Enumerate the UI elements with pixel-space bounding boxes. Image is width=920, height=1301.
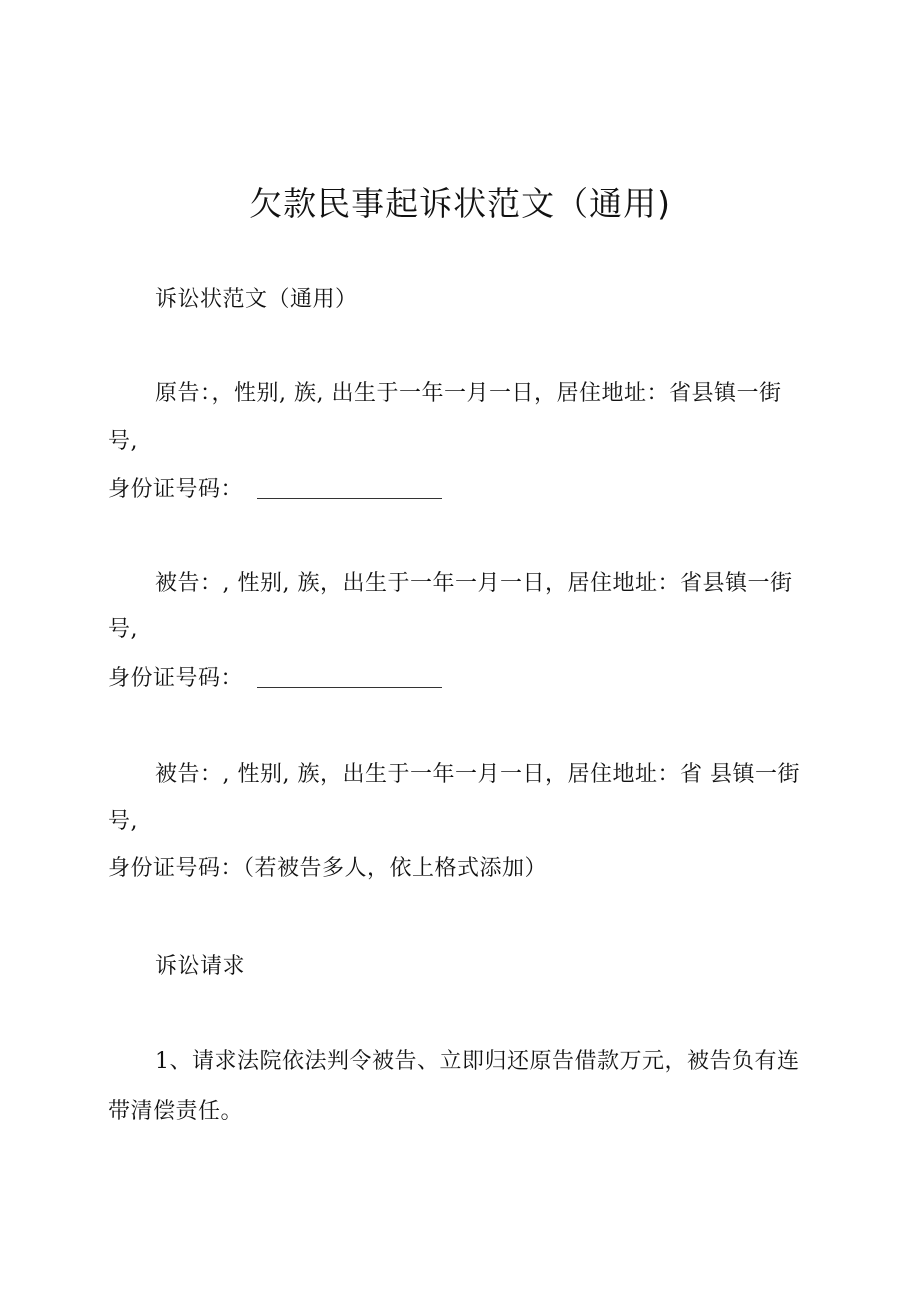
- defendant1-info-line: 被告：, 性别, 族，出生于一年一月一日，居住地址：省县镇一街: [155, 571, 793, 596]
- defendant2-info-continued: 号,: [108, 809, 138, 834]
- plaintiff-id-row: [108, 474, 442, 506]
- defendant1-id-label: 身份证号码：: [108, 666, 244, 691]
- defendant1-info-continued: 号,: [108, 617, 138, 642]
- plaintiff-id-label: 身份证号码：: [108, 477, 244, 502]
- plaintiff-info-line: 原告：，性别, 族, 出生于一年一月一日，居住地址：省县镇一街: [155, 381, 782, 406]
- subtitle: 诉讼状范文（通用）: [155, 287, 358, 312]
- defendant2-id-line: 身份证号码：（若被告多人，依上格式添加）: [108, 856, 548, 881]
- claim-1-continued: 带清偿责任。: [108, 1099, 244, 1124]
- plaintiff-id-blank: [257, 478, 442, 499]
- claims-heading: 诉讼请求: [155, 954, 246, 979]
- claim-1-line: 1、请求法院依法判令被告、立即归还原告借款万元，被告负有连: [155, 1049, 800, 1074]
- defendant1-id-blank: [257, 667, 442, 688]
- plaintiff-info-continued: 号,: [108, 429, 138, 454]
- defendant1-id-row: [108, 663, 442, 695]
- defendant2-info-line: 被告：, 性别, 族，出生于一年一月一日，居住地址：省 县镇一街: [155, 762, 800, 787]
- document-title: 欠款民事起诉状范文（通用): [249, 184, 671, 223]
